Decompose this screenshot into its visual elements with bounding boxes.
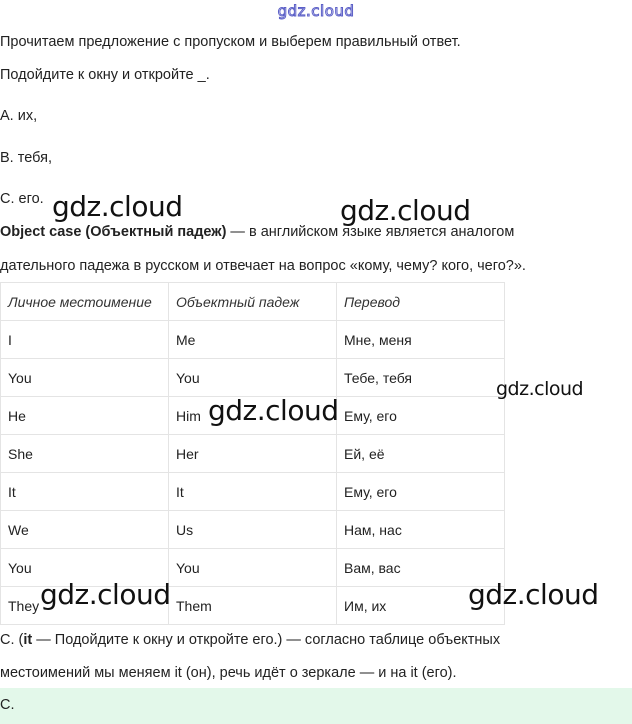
cell-translation: Ему, его [337, 397, 505, 435]
watermark-overlay: gdz.cloud [52, 190, 183, 223]
watermark-overlay: gdz.cloud [208, 394, 339, 427]
cell-translation: Вам, вас [337, 549, 505, 587]
cell-object: It [169, 473, 337, 511]
cell-object: Them [169, 587, 337, 625]
explanation-text: — Подойдите к окну и откройте его.) — согласно таблице объектных [32, 632, 501, 648]
definition-term: Object case (Объектный падеж) [0, 224, 227, 240]
answer-bar [0, 688, 632, 724]
watermark-top: gdz.cloud [277, 2, 355, 20]
table-row [1, 321, 505, 359]
explanation-line-1 [0, 632, 500, 648]
cell-pronoun: They [1, 587, 169, 625]
cell-pronoun: It [1, 473, 169, 511]
cell-pronoun: He [1, 397, 169, 435]
cell-translation: Мне, меня [337, 321, 505, 359]
header-object-case: Объектный падеж [169, 283, 337, 321]
option-a: A. их, [0, 108, 38, 124]
cell-object: Her [169, 435, 337, 473]
definition-text: — в английском языке является аналогом [226, 224, 515, 240]
watermark-overlay: gdz.cloud [468, 578, 599, 611]
cell-translation: Ей, её [337, 435, 505, 473]
cell-translation: Нам, нас [337, 511, 505, 549]
table-header-row [1, 283, 505, 321]
cell-pronoun: You [1, 549, 169, 587]
watermark-overlay: gdz.cloud [496, 378, 584, 400]
option-c: C. его. [0, 191, 44, 207]
cell-pronoun: You [1, 359, 169, 397]
cell-object: Me [169, 321, 337, 359]
cell-pronoun: We [1, 511, 169, 549]
table-row [1, 473, 505, 511]
cell-pronoun: I [1, 321, 169, 359]
header-translation: Перевод [337, 283, 505, 321]
table-row [1, 359, 505, 397]
explanation-line-2: местоимений мы меняем it (он), речь идёт о зеркале — и на it (его). [0, 665, 457, 681]
explanation-prefix: C. ( [0, 632, 24, 648]
table-row [1, 511, 505, 549]
cell-object: Us [169, 511, 337, 549]
explanation-pronoun: it [23, 632, 33, 648]
cell-translation: Им, их [337, 587, 505, 625]
answer-text: C. [0, 697, 15, 713]
cell-object: You [169, 359, 337, 397]
watermark-overlay: gdz.cloud [40, 578, 171, 611]
intro-text: Прочитаем предложение с пропуском и выберем правильный ответ. [0, 34, 461, 50]
cell-translation: Тебе, тебя [337, 359, 505, 397]
definition-line-2: дательного падежа в русском и отвечает на вопрос «кому, чему? кого, чего?». [0, 258, 526, 274]
task-sentence: Подойдите к окну и откройте _. [0, 67, 210, 83]
table-row [1, 435, 505, 473]
cell-object: Him [169, 397, 337, 435]
cell-pronoun: She [1, 435, 169, 473]
watermark-overlay: gdz.cloud [340, 194, 471, 227]
header-personal-pronoun: Личное местоимение [1, 283, 169, 321]
cell-translation: Ему, его [337, 473, 505, 511]
option-b: B. тебя, [0, 150, 52, 166]
pronoun-table [0, 282, 505, 625]
cell-object: You [169, 549, 337, 587]
